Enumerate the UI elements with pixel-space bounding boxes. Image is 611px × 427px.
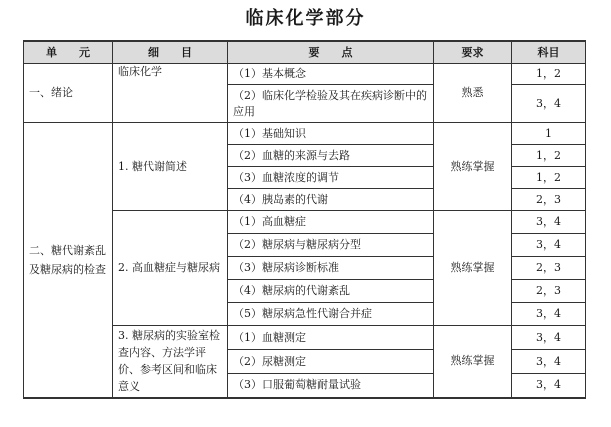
header-requirement: 要求 (434, 41, 512, 64)
subject-cell: 1，2 (512, 167, 586, 189)
detail-cell: 3. 糖尿病的实验室检查内容、方法学评价、参考区间和临床意义 (113, 326, 228, 398)
header-subject: 科目 (512, 41, 586, 64)
table-row (24, 64, 586, 85)
point-cell: （2）临床化学检验及其在疾病诊断中的应用 (228, 85, 434, 123)
table-row (24, 123, 586, 145)
point-cell: （3）口服葡萄糖耐量试验 (228, 374, 434, 398)
subject-cell: 3，4 (512, 374, 586, 398)
syllabus-table (23, 40, 586, 399)
subject-cell: 3，4 (512, 234, 586, 257)
requirement-cell: 熟练掌握 (434, 326, 512, 398)
point-cell: （1）基础知识 (228, 123, 434, 145)
subject-cell: 2，3 (512, 189, 586, 211)
point-cell: （5）糖尿病急性代谢合并症 (228, 303, 434, 326)
subject-cell: 1 (512, 123, 586, 145)
requirement-cell: 熟悉 (434, 64, 512, 123)
point-cell: （3）血糖浓度的调节 (228, 167, 434, 189)
subject-cell: 2，3 (512, 280, 586, 303)
header-detail: 细 目 (113, 41, 228, 64)
unit-cell: 二、糖代谢紊乱及糖尿病的检查 (24, 123, 113, 398)
detail-cell: 2. 高血糖症与糖尿病 (113, 211, 228, 326)
point-cell: （3）糖尿病诊断标准 (228, 257, 434, 280)
subject-cell: 3，4 (512, 350, 586, 374)
point-cell: （2）糖尿病与糖尿病分型 (228, 234, 434, 257)
requirement-cell: 熟练掌握 (434, 211, 512, 326)
subject-cell: 3，4 (512, 303, 586, 326)
point-cell: （4）胰岛素的代谢 (228, 189, 434, 211)
detail-cell: 1. 糖代谢简述 (113, 123, 228, 211)
subject-cell: 2，3 (512, 257, 586, 280)
detail-cell: 临床化学 (113, 64, 228, 123)
header-unit: 单 元 (24, 41, 113, 64)
point-cell: （1）高血糖症 (228, 211, 434, 234)
subject-cell: 3，4 (512, 211, 586, 234)
header-points: 要 点 (228, 41, 434, 64)
point-cell: （2）尿糖测定 (228, 350, 434, 374)
subject-cell: 1，2 (512, 64, 586, 85)
table-header-row (24, 41, 586, 64)
point-cell: （4）糖尿病的代谢紊乱 (228, 280, 434, 303)
unit-cell: 一、绪论 (24, 64, 113, 123)
requirement-cell: 熟练掌握 (434, 123, 512, 211)
point-cell: （2）血糖的来源与去路 (228, 145, 434, 167)
page-title: 临床化学部分 (245, 8, 366, 29)
subject-cell: 1，2 (512, 145, 586, 167)
subject-cell: 3，4 (512, 326, 586, 350)
point-cell: （1）基本概念 (228, 64, 434, 85)
subject-cell: 3，4 (512, 85, 586, 123)
point-cell: （1）血糖测定 (228, 326, 434, 350)
